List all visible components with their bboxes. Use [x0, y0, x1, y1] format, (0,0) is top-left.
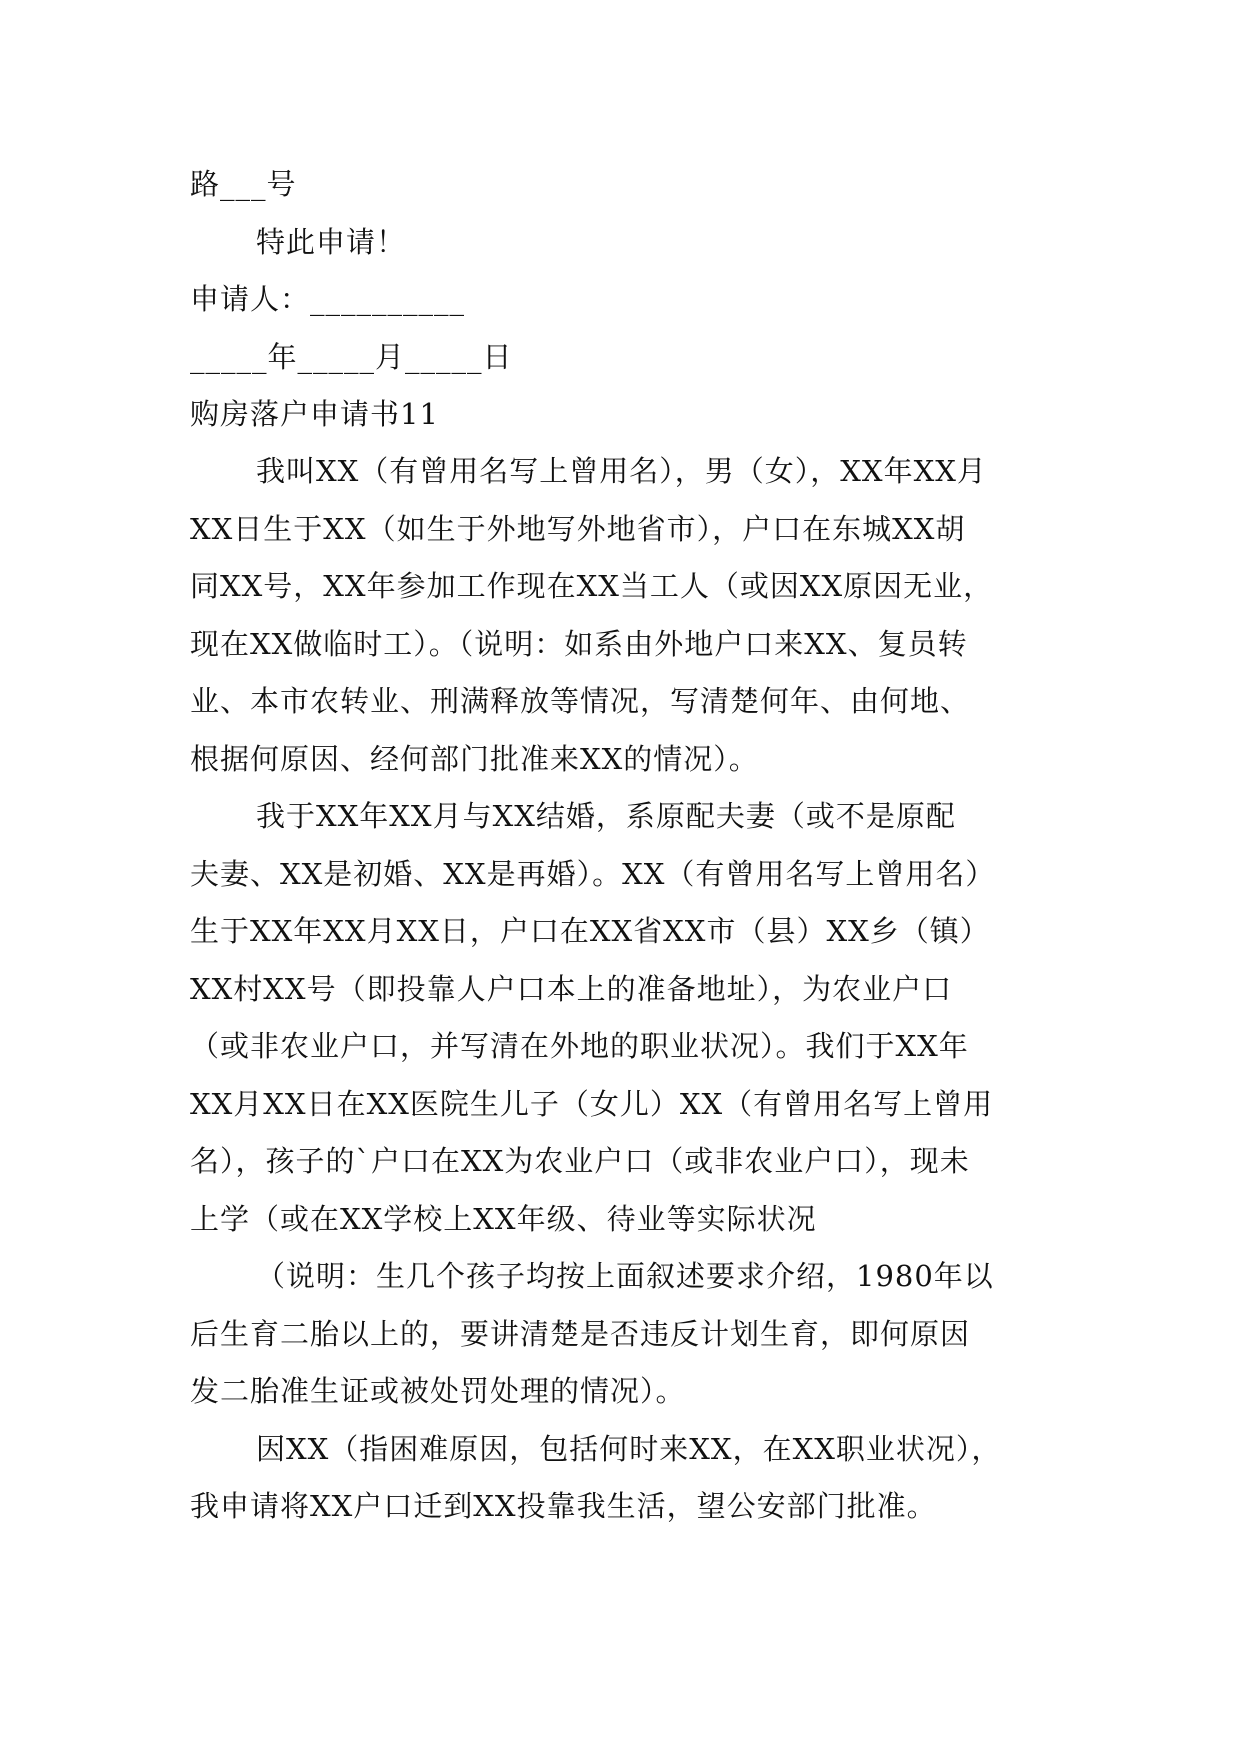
body-line: 我申请将XX户口迁到XX投靠我生活，望公安部门批准。	[190, 1489, 937, 1523]
body-line: 上学（或在XX学校上XX年级、待业等实际状况	[190, 1202, 817, 1236]
body-line: 生于XX年XX月XX日，户口在XX省XX市（县）XX乡（镇）	[190, 914, 990, 948]
body-line: 业、本市农转业、刑满释放等情况，写清楚何年、由何地、	[190, 684, 971, 718]
body-line: （说明：生几个孩子均按上面叙述要求介绍，1980年以	[256, 1259, 994, 1293]
body-line: （或非农业户口，并写清在外地的职业状况）。我们于XX年	[190, 1029, 969, 1063]
body-line: 夫妻、XX是初婚、XX是再婚）。XX（有曾用名写上曾用名）	[190, 857, 996, 891]
body-line: 现在XX做临时工）。（说明：如系由外地户口来XX、复员转	[190, 627, 968, 661]
body-line: 同XX号，XX年参加工作现在XX当工人（或因XX原因无业，	[190, 569, 994, 603]
body-line: 发二胎准生证或被处罚处理的情况）。	[190, 1374, 686, 1408]
body-line: XX月XX日在XX医院生儿子（女儿）XX（有曾用名写上曾用	[190, 1087, 994, 1121]
body-line: 因XX（指困难原因，包括何时来XX，在XX职业状况），	[256, 1432, 1002, 1466]
applicant-signature-line: 申请人：__________	[190, 282, 466, 316]
section-title: 购房落户申请书11	[190, 397, 439, 431]
address-line: 路___号	[190, 167, 297, 201]
body-line: XX村XX号（即投靠人户口本上的准备地址），为农业户口	[190, 972, 953, 1006]
body-line: 后生育二胎以上的，要讲清楚是否违反计划生育，即何原因	[190, 1317, 971, 1351]
body-line: 根据何原因、经何部门批准来XX的情况）。	[190, 742, 759, 776]
body-line: 我于XX年XX月与XX结婚，系原配夫妻（或不是原配	[256, 799, 956, 833]
date-line: _____年_____月_____日	[190, 340, 513, 374]
closing-phrase: 特此申请！	[256, 225, 407, 259]
body-line: XX日生于XX（如生于外地写外地省市），户口在东城XX胡	[190, 512, 966, 546]
body-line: 我叫XX（有曾用名写上曾用名），男（女），XX年XX月	[256, 454, 987, 488]
body-line: 名），孩子的`户口在XX为农业户口（或非农业户口），现未	[190, 1144, 970, 1178]
